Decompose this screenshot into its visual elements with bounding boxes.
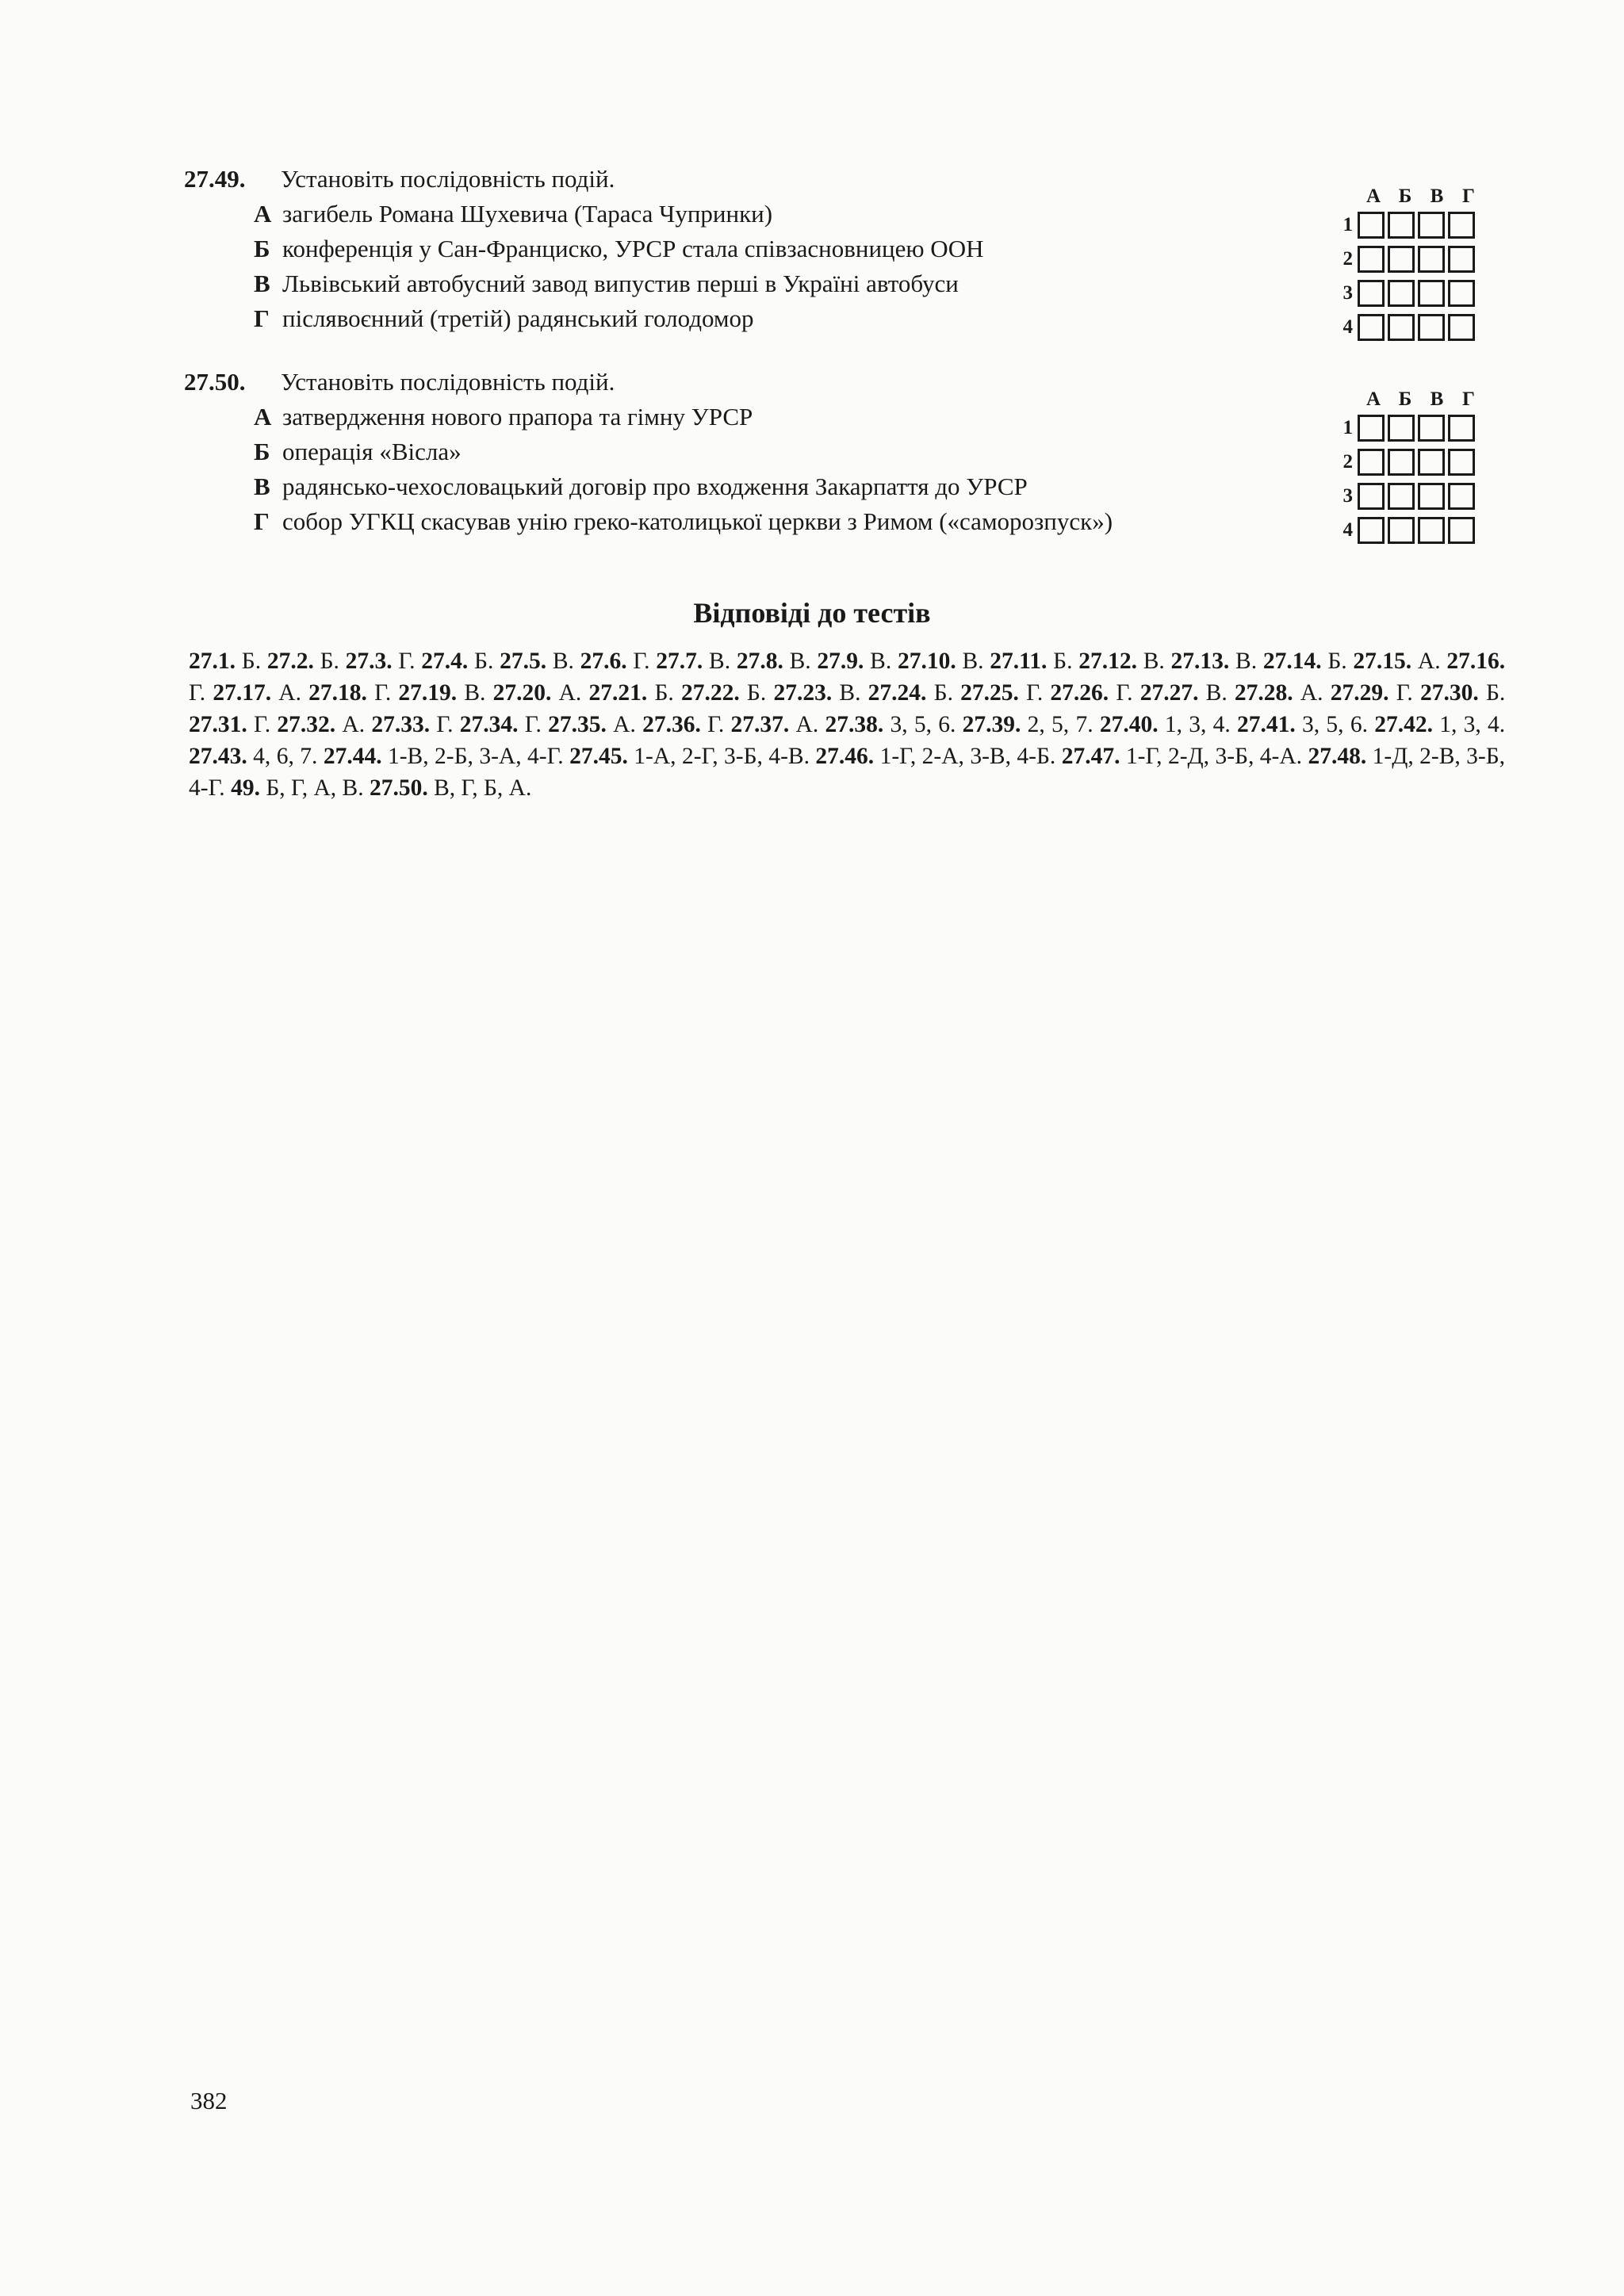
answer-item [493,680,582,706]
answer-value: В. [1235,649,1258,674]
question-27-50 [184,365,1500,539]
question-header [184,365,1500,400]
option-letter: А [254,200,272,228]
answer-value: 3, 5, 6. [1302,712,1368,737]
answer-value: 2, 5, 7. [1027,712,1094,737]
grid-row-number: 3 [1342,281,1353,304]
answer-number: 27.32. [277,712,336,737]
answer-item [189,649,261,674]
grid-row [1326,513,1492,547]
option-text: радянсько-чехословацький договір про входження Закарпаття до УРСР [282,473,1028,500]
option-text: операція «Вісла» [282,438,462,465]
answer-value: Г. [1396,680,1413,706]
answer-grid-27-49 [1326,181,1492,344]
answer-value: А. [795,712,819,737]
answer-value: А. [558,680,582,706]
answer-item [1078,649,1165,674]
answer-checkbox[interactable] [1388,280,1415,307]
grid-row-number: 1 [1342,213,1353,235]
answer-item [1140,680,1228,706]
grid-column-header: А [1365,388,1381,410]
answer-number: 27.45. [569,744,628,769]
answer-number: 27.2. [266,649,314,674]
grid-row-number: 2 [1342,247,1353,270]
answer-grid-27-50 [1326,384,1492,547]
answer-number: 27.22. [680,680,740,706]
answer-number: 27.37. [730,712,790,737]
answer-number: 27.7. [656,649,703,674]
answer-checkbox[interactable] [1448,280,1475,307]
question-prompt: Установіть послідовність подій. [281,368,615,396]
answer-value: Г. [436,712,454,737]
answer-item [308,680,391,706]
answer-item [324,744,564,769]
grid-row-number: 3 [1342,484,1353,507]
answer-item [189,744,317,769]
answer-number: 27.36. [642,712,701,737]
answer-checkbox[interactable] [1418,415,1445,442]
answer-checkbox[interactable] [1448,517,1475,544]
answer-number: 27.20. [492,680,552,706]
answer-value: 1-Г, 2-Д, 3-Б, 4-А. [1125,744,1303,769]
answer-number: 27.23. [773,680,833,706]
answer-value: А. [1417,649,1441,674]
answer-item [277,712,365,737]
answer-number: 27.40. [1099,712,1159,737]
answer-item [460,712,542,737]
answer-value: 1-Г, 2-А, 3-В, 4-Б. [879,744,1056,769]
answer-value: В. [870,649,892,674]
answers-text [189,645,1505,804]
answer-value: А. [278,680,301,706]
grid-row [1326,479,1492,513]
question-header [184,162,1500,197]
answer-item [1331,680,1413,706]
answer-checkbox[interactable] [1418,314,1445,341]
answer-value: Б. [1327,649,1347,674]
answer-number: 27.43. [189,744,247,769]
grid-row [1326,208,1492,242]
answer-value: 3, 5, 6. [890,712,956,737]
option-letter: В [254,270,270,297]
answer-number: 27.18. [308,680,367,706]
option-c [254,469,1500,504]
answer-item [960,680,1043,706]
answer-number: 27.48. [1308,744,1367,769]
answer-item [815,744,1055,769]
answer-value: В. [464,680,486,706]
answer-value: Г. [189,680,206,706]
answer-value: Б. [241,649,262,674]
answer-number: 27.26. [1050,680,1109,706]
option-letter: Г [254,304,270,332]
option-text: конференція у Сан-Франциско, УРСР стала співзасновницею ООН [282,235,984,262]
answer-number: 27.21. [588,680,648,706]
option-letter: Б [254,438,270,465]
answer-number: 27.4. [421,649,469,674]
answer-checkbox[interactable] [1388,212,1415,239]
answer-number: 27.13. [1170,649,1230,674]
grid-row [1326,242,1492,276]
grid-column-header: В [1430,186,1444,207]
answer-number: 27.12. [1078,649,1137,674]
option-letter: В [254,473,270,500]
answer-item [189,712,270,737]
answer-number: 27.6. [580,649,627,674]
question-number: 27.49. [184,165,246,193]
option-text: загибель Романа Шухевича (Тараса Чупринки) [282,200,773,228]
answer-item [213,680,301,706]
answer-number: 27.5. [500,649,547,674]
answer-value: Б, Г, А, В. [266,775,364,801]
answer-item [1263,649,1347,674]
answer-checkbox[interactable] [1418,280,1445,307]
answer-item [500,649,574,674]
answer-item [569,744,810,769]
answer-value: Г. [707,712,725,737]
answer-item [371,712,453,737]
grid-row [1326,276,1492,310]
answer-item [681,680,766,706]
answer-checkbox[interactable] [1358,280,1385,307]
page-number: 382 [190,2087,228,2114]
answer-value: Б. [933,680,953,706]
answer-value: Г. [374,680,392,706]
answer-checkbox[interactable] [1418,483,1445,510]
answer-value: Б. [1053,649,1073,674]
answer-number: 27.15. [1353,649,1412,674]
option-text: собор УГКЦ скасував унію греко-католицької церкви з Римом («саморозпуск») [282,507,1113,535]
answer-number: 27.41. [1237,712,1296,737]
answer-value: В, Г, Б, А. [434,775,532,801]
answer-value: В. [962,649,984,674]
answer-number: 27.44. [323,744,382,769]
answer-value: Г. [398,649,416,674]
answer-checkbox[interactable] [1358,246,1385,273]
answer-value: 1-В, 2-Б, 3-А, 4-Г. [387,744,564,769]
answer-checkbox[interactable] [1418,212,1445,239]
option-text: післявоєнний (третій) радянський голодомор [282,304,754,332]
answer-checkbox[interactable] [1388,314,1415,341]
option-text: затвердження нового прапора та гімну УРСР [282,403,753,430]
answer-value: В. [789,649,811,674]
answer-item [1353,649,1440,674]
answer-value: Г. [254,712,271,737]
answer-number: 27.16. [1446,649,1506,674]
question-options [254,197,1500,336]
answer-value: В. [1205,680,1228,706]
answer-checkbox[interactable] [1358,212,1385,239]
grid-column-header: Б [1398,186,1412,207]
option-d [254,504,1500,539]
answer-item [963,712,1094,737]
answer-number: 27.8. [736,649,783,674]
answer-value: Г. [524,712,542,737]
option-letter: Г [254,507,270,535]
answer-checkbox[interactable] [1448,246,1475,273]
answer-item [548,712,636,737]
question-options [254,400,1500,539]
answer-item [1100,712,1231,737]
answer-value: Б. [320,649,339,674]
option-b [254,434,1500,469]
answer-checkbox[interactable] [1418,517,1445,544]
answer-value: 1, 3, 4. [1439,712,1506,737]
answer-number: 27.30. [1420,680,1479,706]
answer-item [1420,680,1505,706]
option-letter: Б [254,235,270,262]
answer-number: 27.17. [213,680,272,706]
grid-column-header: А [1365,186,1381,207]
answer-item [817,649,891,674]
answer-item [231,775,364,801]
answer-item [370,775,531,801]
answer-value: Г. [1026,680,1044,706]
answer-number: 27.24. [868,680,927,706]
grid-row-number: 2 [1342,450,1353,473]
question-prompt: Установіть послідовність подій. [281,165,615,193]
grid-column-headers [1326,181,1492,208]
answer-item [656,649,730,674]
answer-value: Б. [1485,680,1506,706]
answer-value: Б. [474,649,494,674]
answer-number: 27.19. [398,680,458,706]
answer-number: 27.50. [369,775,428,801]
answer-value: В. [839,680,861,706]
answer-checkbox[interactable] [1448,483,1475,510]
grid-column-header: В [1430,388,1444,410]
answer-checkbox[interactable] [1388,449,1415,476]
answer-number: 27.47. [1061,744,1120,769]
answer-item [1062,744,1302,769]
question-27-49 [184,162,1500,336]
answer-item [267,649,339,674]
answer-number: 27.39. [962,712,1021,737]
answer-item [990,649,1072,674]
answer-item [737,649,811,674]
answer-checkbox[interactable] [1418,246,1445,273]
grid-row [1326,310,1492,344]
answer-item [346,649,416,674]
answer-number: 49. [231,775,260,801]
answer-value: Г. [1116,680,1133,706]
answer-value: В. [552,649,574,674]
answers-title: Відповіді до тестів [693,597,931,629]
answer-item [580,649,650,674]
option-letter: А [254,403,272,430]
answer-item [1237,712,1368,737]
answer-item [1235,680,1323,706]
answer-item [773,680,860,706]
option-a [254,400,1500,434]
answer-item [1050,680,1132,706]
answer-item [398,680,485,706]
answer-number: 27.14. [1262,649,1322,674]
answer-number: 27.28. [1234,680,1293,706]
answer-checkbox[interactable] [1358,415,1385,442]
answer-item [898,649,984,674]
option-c [254,266,1500,301]
answer-number: 27.33. [371,712,431,737]
answer-item [731,712,819,737]
answer-number: 27.27. [1139,680,1199,706]
answer-value: В. [1143,649,1165,674]
answer-item [421,649,493,674]
option-d [254,301,1500,336]
answer-checkbox[interactable] [1358,314,1385,341]
answer-checkbox[interactable] [1388,483,1415,510]
option-text: Львівський автобусний завод випустив перші в Україні автобуси [282,270,959,297]
answer-value: 4, 6, 7. [253,744,318,769]
grid-row-number: 4 [1342,519,1353,541]
answer-checkbox[interactable] [1358,517,1385,544]
question-number: 27.50. [184,368,246,396]
answer-value: В. [709,649,731,674]
answer-value: А. [1300,680,1323,706]
grid-column-headers [1326,384,1492,411]
answer-number: 27.10. [897,649,956,674]
grid-column-header: Б [1398,388,1412,410]
answer-value: 1-Д, 2-В, 3-Б, 4-Г. [189,744,1506,801]
option-b [254,232,1500,266]
answer-number: 27.3. [345,649,393,674]
grid-column-header: Г [1462,186,1475,207]
option-a [254,197,1500,232]
answer-item [588,680,673,706]
answer-checkbox[interactable] [1358,483,1385,510]
answer-value: 1-А, 2-Г, 3-Б, 4-В. [634,744,810,769]
answer-checkbox[interactable] [1388,246,1415,273]
answer-number: 27.25. [960,680,1019,706]
answer-number: 27.46. [815,744,875,769]
answer-checkbox[interactable] [1418,449,1445,476]
answer-checkbox[interactable] [1448,449,1475,476]
answer-number: 27.1. [189,649,236,674]
grid-row-number: 4 [1342,316,1353,338]
answer-item [1374,712,1505,737]
answer-checkbox[interactable] [1448,212,1475,239]
answer-number: 27.38. [825,712,884,737]
grid-row [1326,411,1492,445]
answer-value: Б. [746,680,767,706]
answer-number: 27.34. [459,712,519,737]
answer-value: А. [613,712,636,737]
answer-checkbox[interactable] [1388,517,1415,544]
answer-item [1171,649,1258,674]
answer-checkbox[interactable] [1448,314,1475,341]
answer-checkbox[interactable] [1358,449,1385,476]
answer-item [868,680,953,706]
answer-value: А. [342,712,366,737]
answer-number: 27.29. [1330,680,1389,706]
answer-number: 27.42. [1374,712,1433,737]
answer-item [825,712,956,737]
answer-checkbox[interactable] [1388,415,1415,442]
answer-checkbox[interactable] [1448,415,1475,442]
answer-value: Г. [633,649,650,674]
answer-number: 27.31. [189,712,247,737]
grid-row-number: 1 [1342,416,1353,438]
answer-value: Б. [654,680,674,706]
answer-value: 1, 3, 4. [1164,712,1231,737]
answer-item [642,712,724,737]
grid-column-header: Г [1462,388,1475,410]
answer-number: 27.35. [548,712,607,737]
answer-number: 27.11. [990,649,1048,674]
grid-row [1326,445,1492,479]
answer-number: 27.9. [817,649,864,674]
